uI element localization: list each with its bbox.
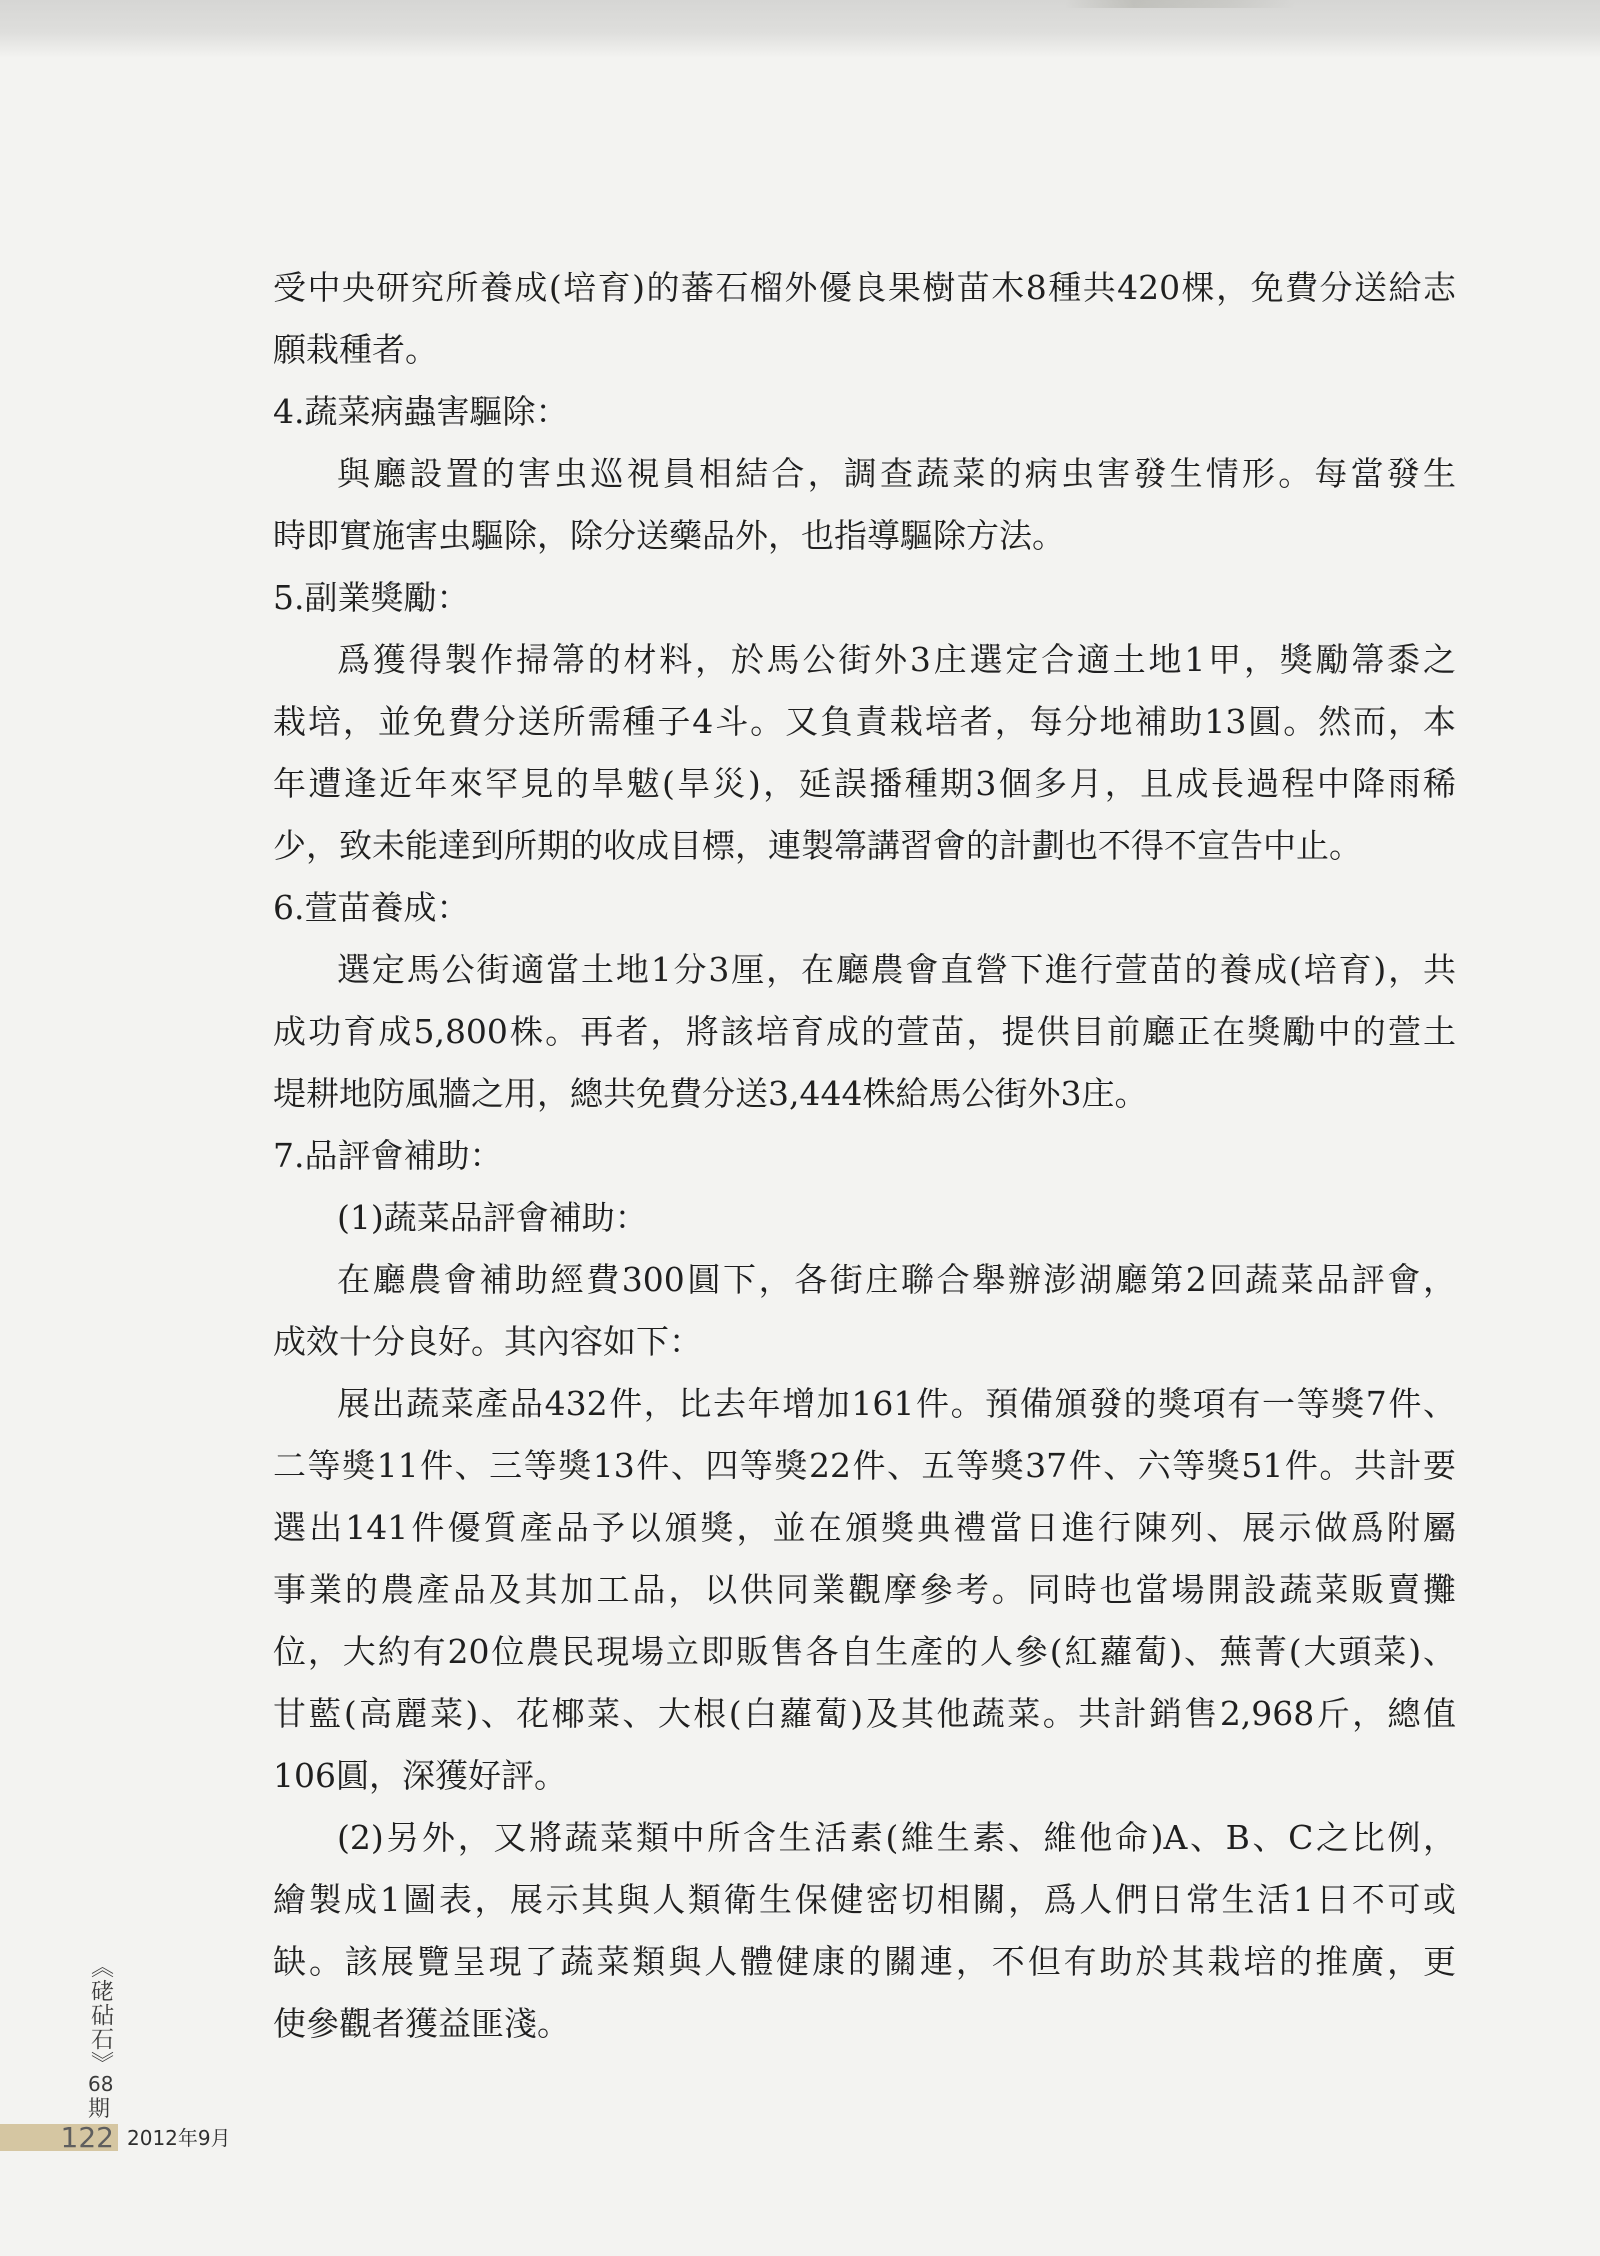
text-line: 106圓，深獲好評。 [273,1756,567,1795]
text-line: 爲獲得製作掃箒的材料，於馬公街外3庄選定合適土地1甲，獎勵箒黍之 [337,640,1456,679]
text-line: 5.副業獎勵： [273,578,470,617]
text-line: 少，致未能達到所期的收成目標，連製箒講習會的計劃也不得不宣告中止。 [273,826,1362,865]
text-line: 選出141件優質產品予以頒獎，並在頒獎典禮當日進行陳列、展示做爲附屬 [273,1508,1456,1547]
paragraph [273,1807,1456,2055]
issue-date: 2012年9月 [127,2126,231,2150]
body-text [273,257,1456,2055]
section-heading [273,1187,1456,1249]
section-heading [273,1125,1456,1187]
paragraph [273,1249,1456,1373]
paragraph [273,1373,1456,1807]
text-line: 4.蔬菜病蟲害驅除： [273,392,569,431]
paragraph [273,939,1456,1125]
text-line: 年遭逢近年來罕見的旱魃(旱災)，延誤播種期3個多月，且成長過程中降雨稀 [273,764,1456,803]
issue-unit: 期 [88,2097,111,2122]
text-line: 成效十分良好。其內容如下： [273,1322,702,1361]
paragraph [273,629,1456,877]
text-line: 受中央研究所養成(培育)的蕃石榴外優良果樹苗木8種共420棵，免費分送給志 [273,268,1456,307]
text-line: (2)另外，又將蔬菜類中所含生活素(維生素、維他命)A、B、C之比例， [337,1818,1456,1857]
text-line: 7.品評會補助： [273,1136,503,1175]
page-number: 122 [60,2121,114,2154]
text-line: 展出蔬菜產品432件，比去年增加161件。預備頒發的獎項有一等獎7件、 [337,1384,1456,1423]
text-line: (1)蔬菜品評會補助： [337,1198,648,1237]
issue-number: 68 [88,2072,114,2096]
text-line: 缺。該展覽呈現了蔬菜類與人體健康的關連，不但有助於其栽培的推廣，更 [273,1942,1456,1981]
text-line: 願栽種者。 [273,330,438,369]
text-line: 栽培，並免費分送所需種子4斗。又負責栽培者，每分地補助13圓。然而，本 [273,702,1456,741]
scan-edge [0,0,1600,58]
section-heading [273,877,1456,939]
scan-bleed-mark [1065,0,1295,8]
text-line: 時即實施害虫驅除，除分送藥品外，也指導驅除方法。 [273,516,1065,555]
text-line: 二等獎11件、三等獎13件、四等獎22件、五等獎37件、六等獎51件。共計要 [273,1446,1456,1485]
text-line: 繪製成1圖表，展示其與人類衛生保健密切相關，爲人們日常生活1日不可或 [273,1880,1456,1919]
text-line: 選定馬公街適當土地1分3厘，在廳農會直營下進行萱苗的養成(培育)，共 [337,950,1456,989]
text-line: 在廳農會補助經費300圓下，各街庄聯合舉辦澎湖廳第2回蔬菜品評會， [337,1260,1456,1299]
text-line: 甘藍(高麗菜)、花椰菜、大根(白蘿蔔)及其他蔬菜。共計銷售2,968斤，總值 [273,1694,1456,1733]
text-line: 堤耕地防風牆之用，總共免費分送3,444株給馬公街外3庄。 [273,1074,1148,1113]
text-line: 事業的農產品及其加工品，以供同業觀摩參考。同時也當場開設蔬菜販賣攤 [273,1570,1456,1609]
paragraph [273,443,1456,567]
page-number-bar [0,2121,118,2154]
text-line: 成功育成5,800株。再者，將該培育成的萱苗，提供目前廳正在獎勵中的萱土 [273,1012,1456,1051]
text-line: 使參觀者獲益匪淺。 [273,2004,570,2043]
journal-title: 《硓砧石》 [87,1955,113,2075]
text-line: 位，大約有20位農民現場立即販售各自生產的人參(紅蘿蔔)、蕪菁(大頭菜)、 [273,1632,1456,1671]
text-line: 6.萱苗養成： [273,888,470,927]
section-heading [273,567,1456,629]
section-heading [273,381,1456,443]
text-line: 與廳設置的害虫巡視員相結合，調查蔬菜的病虫害發生情形。每當發生 [337,454,1456,493]
paragraph [273,257,1456,381]
